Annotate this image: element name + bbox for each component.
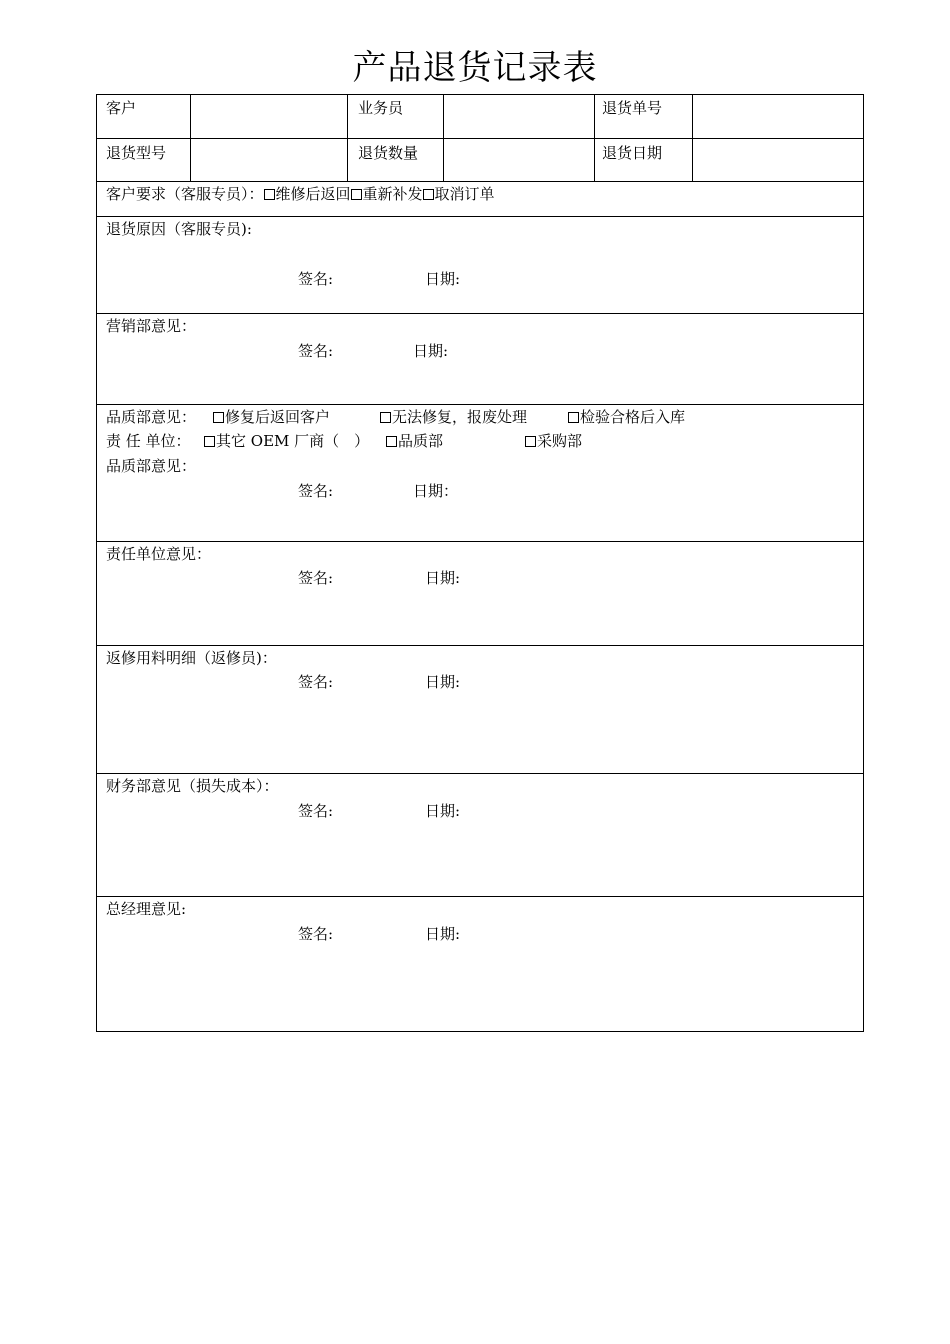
signature-label: 签名: bbox=[298, 925, 334, 943]
grid-line bbox=[97, 313, 863, 314]
return-number-label: 退货单号 bbox=[602, 99, 663, 117]
repair-materials-label: 返修用料明细（返修员)： bbox=[106, 649, 277, 667]
option-repair-return-customer: 修复后返回客户 bbox=[213, 408, 330, 426]
option-inspect-stock: 检验合格后入库 bbox=[568, 408, 685, 426]
checkbox[interactable] bbox=[351, 189, 362, 200]
marketing-opinion-label: 营销部意见： bbox=[106, 317, 197, 335]
return-date-label: 退货日期 bbox=[602, 144, 663, 162]
option-scrap: 无法修复，报废处理 bbox=[380, 408, 527, 426]
checkbox[interactable] bbox=[380, 412, 391, 423]
checkbox[interactable] bbox=[423, 189, 434, 200]
signature-label: 签名: bbox=[298, 270, 334, 288]
checkbox[interactable] bbox=[213, 412, 224, 423]
signature-label: 签名: bbox=[298, 569, 334, 587]
customer-request-row bbox=[106, 185, 495, 203]
form-title: 产品退货记录表 bbox=[352, 48, 598, 88]
return-reason-label: 退货原因（客服专员): bbox=[106, 220, 252, 238]
checkbox[interactable] bbox=[264, 189, 275, 200]
checkbox[interactable] bbox=[386, 436, 397, 447]
signature-label: 签名: bbox=[298, 802, 334, 820]
customer-request-label: 客户要求（客服专员）： bbox=[106, 185, 264, 203]
option-reissue: 重新补发 bbox=[362, 185, 423, 203]
gm-opinion-label: 总经理意见: bbox=[106, 900, 187, 918]
grid-line bbox=[97, 181, 863, 182]
date-label: 日期: bbox=[425, 569, 461, 587]
date-label: 日期: bbox=[425, 673, 461, 691]
grid-line bbox=[97, 216, 863, 217]
signature-label: 签名: bbox=[298, 342, 334, 360]
grid-line bbox=[97, 541, 863, 542]
date-label: 日期: bbox=[425, 270, 461, 288]
grid-line bbox=[97, 896, 863, 897]
customer-label: 客户 bbox=[106, 99, 137, 117]
checkbox[interactable] bbox=[568, 412, 579, 423]
return-model-label: 退货型号 bbox=[106, 144, 167, 162]
checkbox[interactable] bbox=[204, 436, 215, 447]
finance-opinion-label: 财务部意见（损失成本）： bbox=[106, 777, 279, 795]
date-label: 日期: bbox=[425, 802, 461, 820]
salesperson-label: 业务员 bbox=[358, 99, 404, 117]
grid-line bbox=[97, 645, 863, 646]
grid-line bbox=[97, 138, 863, 139]
date-label: 日期: bbox=[413, 342, 449, 360]
checkbox[interactable] bbox=[525, 436, 536, 447]
date-label: 日期: bbox=[425, 925, 461, 943]
return-quantity-label: 退货数量 bbox=[358, 144, 419, 162]
date-label: 日期： bbox=[413, 482, 459, 500]
signature-label: 签名: bbox=[298, 673, 334, 691]
quality-opinion-label: 品质部意见： bbox=[106, 408, 197, 426]
return-record-form bbox=[96, 94, 864, 1032]
option-purchasing-dept: 采购部 bbox=[525, 432, 582, 450]
quality-opinion-label-2: 品质部意见： bbox=[106, 457, 197, 475]
option-repair-return: 维修后返回 bbox=[275, 185, 351, 203]
option-quality-dept: 品质部 bbox=[386, 432, 443, 450]
grid-line bbox=[97, 404, 863, 405]
option-other-oem: 其它 OEM 厂商（ ） bbox=[204, 432, 369, 450]
option-cancel-order: 取消订单 bbox=[434, 185, 495, 203]
signature-label: 签名: bbox=[298, 482, 334, 500]
responsible-unit-opinion-label: 责任单位意见： bbox=[106, 545, 212, 563]
responsible-unit-label: 责 任 单位： bbox=[106, 432, 191, 450]
grid-line bbox=[97, 773, 863, 774]
